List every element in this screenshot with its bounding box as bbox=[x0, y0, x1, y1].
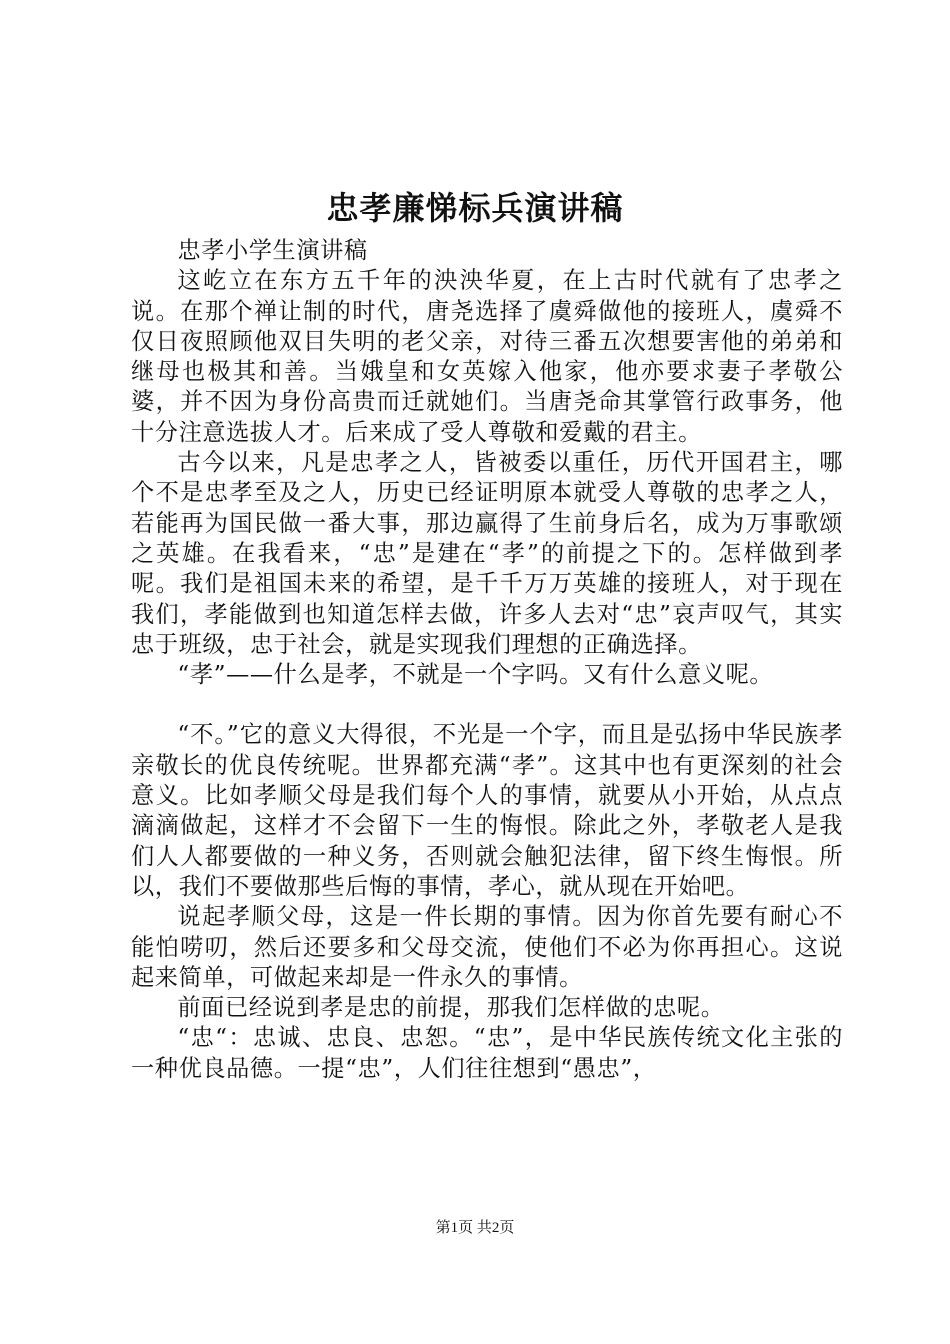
paragraph: “孝”——什么是孝，不就是一个字吗。又有什么意义呢。 bbox=[177, 661, 774, 689]
document-title: 忠孝廉悌标兵演讲稿 bbox=[326, 189, 624, 227]
paragraph: “忠“：忠诚、忠良、忠恕。“忠”，是中华民族传统文化主张的一种优良品德。一提“忠”，人们往往想到“愚忠”， bbox=[131, 1024, 843, 1082]
paragraph: 古今以来，凡是忠孝之人，皆被委以重任，历代开国君主，哪个不是忠孝至及之人，历史已经证明原本就受人尊敬的忠孝之人，若能再为国民做一番大事，那边赢得了生前身后名，成为万事歌颂之英雄。在我看来，“忠”是建在“孝”的前提之下的。怎样做到孝呢。我们是祖国未来的希望，是千千万万英雄的接班人，对于现在我们，孝能做到也知道怎样去做，许多人去对“忠”哀声叹气，其实忠于班级，忠于社会，就是实现我们理想的正确选择。 bbox=[131, 449, 843, 658]
paragraph: “不。”它的意义大得很，不光是一个字，而且是弘扬中华民族孝亲敬长的优良传统呢。世界都充满“孝”。这其中也有更深刻的社会意义。比如孝顺父母是我们每个人的事情，就要从小开始，从点点滴滴做起，这样才不会留下一生的悔恨。除此之外，孝敬老人是我们人人都要做的一种义务，否则就会触犯法律，留下终生悔恨。所以，我们不要做那些后悔的事情，孝心，就从现在开始吧。 bbox=[131, 721, 843, 900]
paragraph: 说起孝顺父母，这是一件长期的事情。因为你首先要有耐心不能怕唠叨，然后还要多和父母交流，使他们不必为你再担心。这说起来简单，可做起来却是一件永久的事情。 bbox=[131, 903, 843, 991]
page-number-footer: 第1页 共2页 bbox=[435, 1220, 515, 1236]
paragraph: 前面已经说到孝是忠的前提，那我们怎样做的忠呢。 bbox=[177, 994, 725, 1022]
subtitle-paragraph: 忠孝小学生演讲稿 bbox=[177, 237, 368, 264]
paragraph: 这屹立在东方五千年的泱泱华夏，在上古时代就有了忠孝之说。在那个禅让制的时代，唐尧选择了虞舜做他的接班人，虞舜不仅日夜照顾他双目失明的老父亲，对待三番五次想要害他的弟弟和继母也极其和善。当娥皇和女英嫁入他家，他亦要求妻子孝敬公婆，并不因为身份高贵而迁就她们。当唐尧命其掌管行政事务，他十分注意选拔人才。后来成了受人尊敬和爱戴的君主。 bbox=[131, 267, 843, 446]
document-body bbox=[131, 236, 843, 1084]
